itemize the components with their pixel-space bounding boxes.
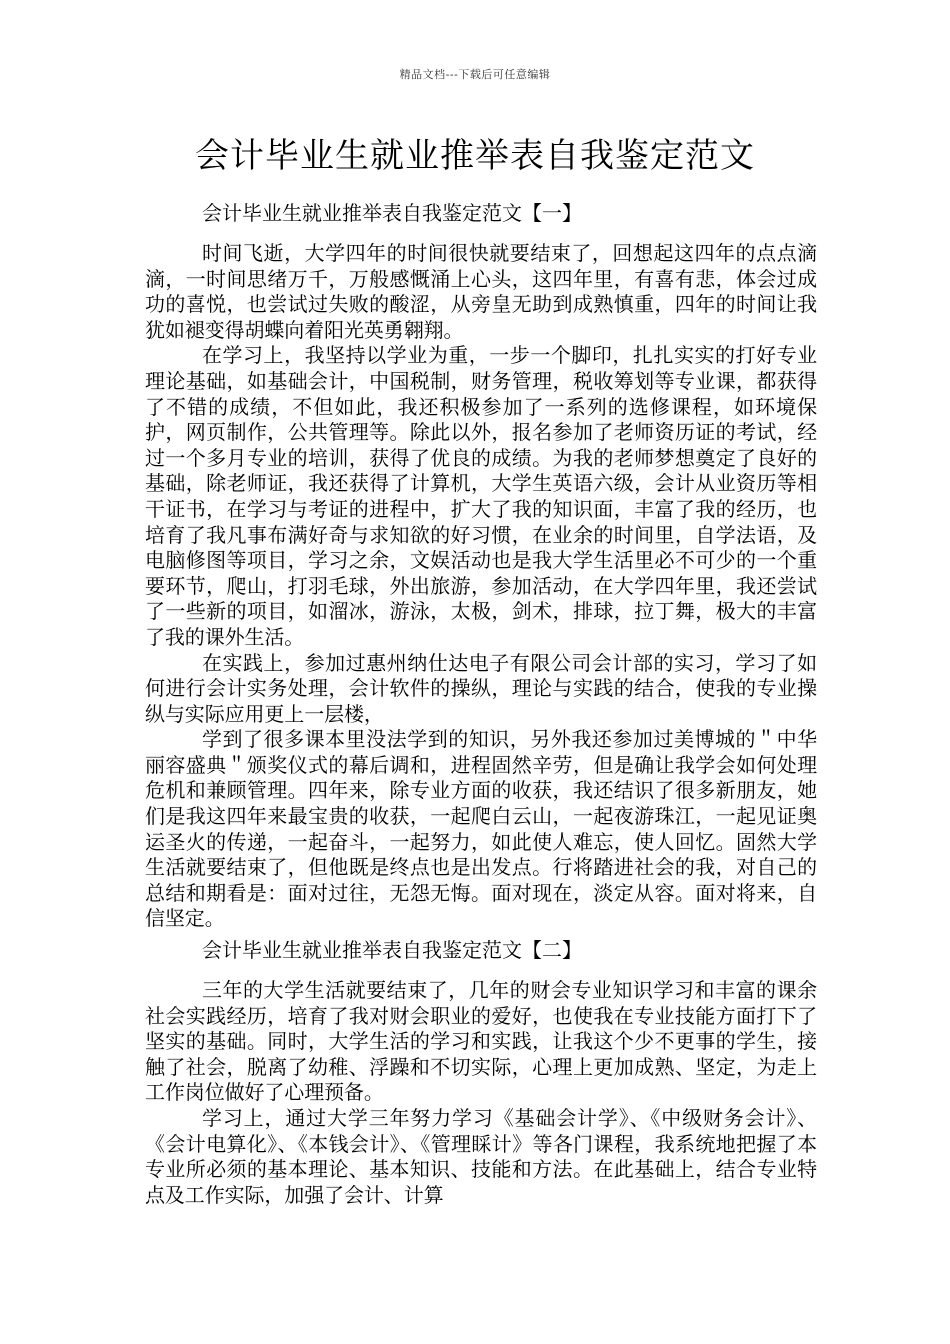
paragraph: 三年的大学生活就要结束了，几年的财会专业知识学习和丰富的课余社会实践经历，培育了我对财会职业的爱好，也使我在专业技能方面打下了坚实的基础。同时，大学生活的学习和实践，让我这个少不更事的学生，接触了社会，脱离了幼稚、浮躁和不切实际，心理上更加成熟、坚定，为走上工作岗位做好了心理预备。 xyxy=(145,978,817,1105)
paragraph: 时间飞逝，大学四年的时间很快就要结束了，回想起这四年的点点滴滴，一时间思绪万千，万般感慨涌上心头，这四年里，有喜有悲，体会过成功的喜悦，也尝试过失败的酸涩，从旁皇无助到成熟慎重，四年的时间让我犹如褪变得胡蝶向着阳光英勇翱翔。 xyxy=(145,241,817,342)
paragraph: 学习上，通过大学三年努力学习《基础会计学》、《中级财务会计》、《会计电算化》、《本钱会计》、《管理睬计》等各门课程，我系统地把握了本专业所必须的基本理论、基本知识、技能和方法。在此基础上，结合专业特点及工作实际，加强了会计、计算 xyxy=(145,1106,817,1207)
section-spacer xyxy=(145,231,817,241)
paragraph: 学到了很多课本里没法学到的知识，另外我还参加过美博城的＂中华丽容盛典＂颁奖仪式的幕后调和，进程固然辛劳，但是确让我学会如何处理危机和兼顾管理。四年来，除专业方面的收获，我还结识了很多新朋友，她们是我这四年来最宝贵的收获，一起爬白云山，一起夜游珠江，一起见证奥运圣火的传递，一起奋斗，一起努力，如此使人难忘，使人回忆。固然大学生活就要结束了，但他既是终点也是出发点。行将踏进社会的我，对自己的总结和期看是：面对过往，无怨无悔。面对现在，淡定从容。面对将来，自信坚定。 xyxy=(145,727,817,931)
document-body xyxy=(145,195,817,1208)
header-note: 精品文档---下载后可任意编辑 xyxy=(399,68,551,81)
document-title: 会计毕业生就业推举表自我鉴定范文 xyxy=(195,136,755,176)
section-heading-1: 会计毕业生就业推举表自我鉴定范文【一】 xyxy=(202,201,582,225)
paragraph: 在学习上，我坚持以学业为重，一步一个脚印，扎扎实实的打好专业理论基础，如基础会计，中国税制，财务管理，税收筹划等专业课，都获得了不错的成绩，不但如此，我还积极参加了一系列的选修课程，如环境保护，网页制作，公共管理等。除此以外，报名参加了老师资历证的考试，经过一个多月专业的培训，获得了优良的成绩。为我的老师梦想奠定了良好的基础，除老师证，我还获得了计算机，大学生英语六级，会计从业资历等相干证书，在学习与考证的进程中，扩大了我的知识面，丰富了我的经历，也培育了我凡事布满好奇与求知欲的好习惯，在业余的时间里，自学法语，及电脑修图等项目，学习之余，文娱活动也是我大学生活里必不可少的一个重要环节，爬山，打羽毛球，外出旅游，参加活动，在大学四年里，我还尝试了一些新的项目，如溜冰，游泳，太极，剑术，排球，拉丁舞，极大的丰富了我的课外生活。 xyxy=(145,343,817,649)
paragraph: 在实践上，参加过惠州纳仕达电子有限公司会计部的实习，学习了如何进行会计实务处理，会计软件的操纵，理论与实践的结合，使我的专业操纵与实际应用更上一层楼， xyxy=(145,650,817,726)
section-heading-2: 会计毕业生就业推举表自我鉴定范文【二】 xyxy=(202,938,582,963)
section-spacer xyxy=(145,968,817,978)
